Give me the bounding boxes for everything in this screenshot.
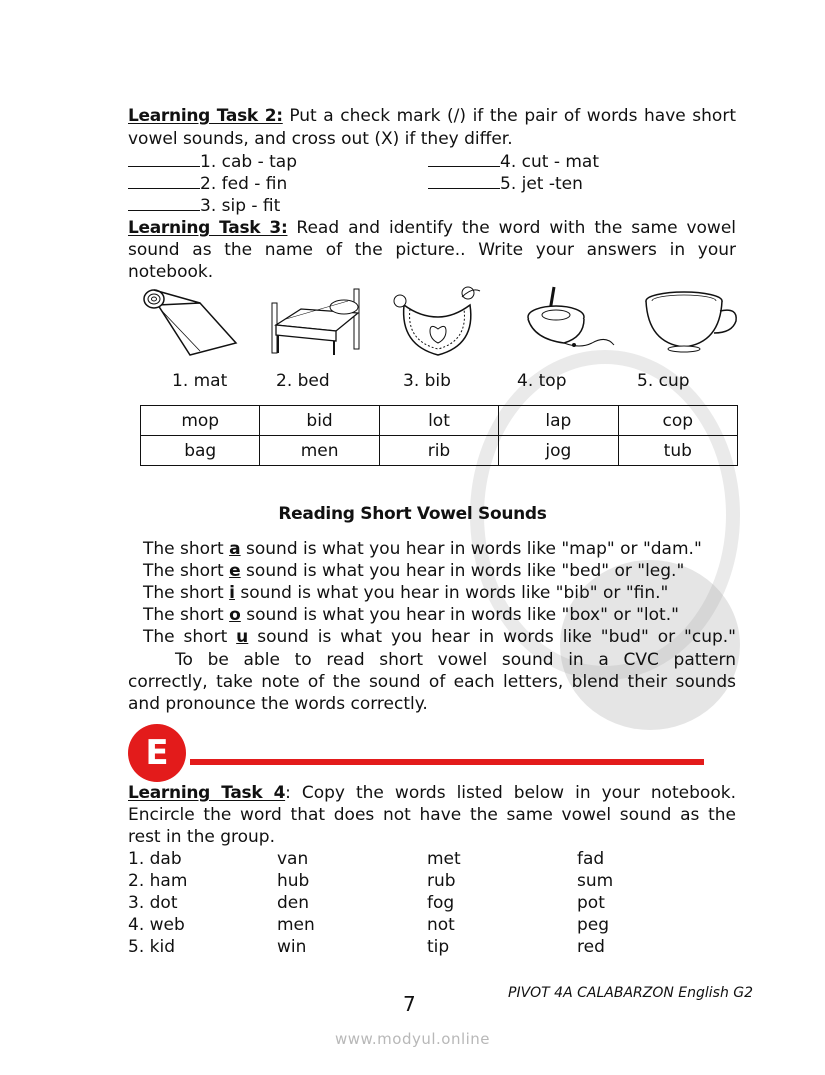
bed-picture — [266, 285, 366, 357]
table-cell: rib — [379, 436, 498, 466]
task4-label: Learning Task 4 — [128, 783, 286, 803]
list-item: fog — [427, 893, 455, 913]
mat-picture — [140, 285, 240, 357]
watermark-text: www.modyul.online — [334, 1030, 491, 1048]
list-item: van — [277, 849, 309, 869]
task2-item-1: 1. cab - tap — [128, 150, 297, 173]
list-item: tip — [427, 937, 450, 957]
table-row — [141, 406, 738, 436]
caption-top: 4. top — [517, 371, 567, 391]
table-cell: bid — [260, 406, 379, 436]
vowel-line-a: The short a sound is what you hear in words like "map" or "dam." — [143, 539, 702, 559]
section-e-rule — [190, 759, 704, 765]
table-cell: jog — [499, 436, 618, 466]
task2-line1 — [128, 105, 736, 127]
list-item: peg — [577, 915, 610, 935]
table-cell: mop — [141, 406, 260, 436]
caption-bed: 2. bed — [276, 371, 330, 391]
table-cell: cop — [618, 406, 737, 436]
answer-blank[interactable] — [128, 172, 200, 189]
task2-label: Learning Task 2: — [128, 106, 283, 126]
top-picture — [520, 285, 618, 357]
caption-mat: 1. mat — [172, 371, 228, 391]
section-heading: Reading Short Vowel Sounds — [278, 504, 547, 524]
table-row — [141, 436, 738, 466]
table-cell: lot — [379, 406, 498, 436]
list-item: 1. dab — [128, 849, 182, 869]
answer-blank[interactable] — [428, 172, 500, 189]
vowel-line-u: The short u sound is what you hear in words like "bud" or "cup." — [143, 627, 736, 647]
task4-line3: rest in the group. — [128, 827, 275, 847]
vowel-line-o: The short o sound is what you hear in words like "box" or "lot." — [143, 605, 679, 625]
list-item: fad — [577, 849, 605, 869]
list-item: not — [427, 915, 455, 935]
task2-item-4: 4. cut - mat — [428, 150, 599, 173]
list-item: 3. dot — [128, 893, 178, 913]
task3-label: Learning Task 3: — [128, 218, 288, 238]
answer-blank[interactable] — [428, 150, 500, 167]
list-item: 5. kid — [128, 937, 175, 957]
answer-blank[interactable] — [128, 150, 200, 167]
task2-line2: vowel sounds, and cross out (X) if they differ. — [128, 129, 513, 149]
list-item: 2. ham — [128, 871, 188, 891]
task3-line2: sound as the name of the picture.. Write your answers in your — [128, 240, 736, 260]
task3-line1 — [128, 217, 736, 239]
task4-line2: Encircle the word that does not have the same vowel sound as the — [128, 805, 736, 825]
cup-picture — [640, 285, 740, 357]
list-item: 4. web — [128, 915, 185, 935]
answer-blank[interactable] — [128, 194, 200, 211]
task2-item-3: 3. sip - fit — [128, 194, 280, 217]
task4-instruction: Copy the words listed below in your notebook. — [301, 783, 736, 803]
task2-item-2: 2. fed - fin — [128, 172, 287, 195]
list-item: pot — [577, 893, 605, 913]
vowel-line-e: The short e sound is what you hear in words like "bed" or "leg." — [143, 561, 685, 581]
list-item: win — [277, 937, 307, 957]
vowel-line-i: The short i sound is what you hear in words like "bib" or "fin." — [143, 583, 669, 603]
caption-cup: 5. cup — [637, 371, 690, 391]
task3-line3: notebook. — [128, 262, 214, 282]
task2-item-5: 5. jet -ten — [428, 172, 583, 195]
task2-instruction: Put a check mark (/) if the pair of words have short — [289, 106, 736, 126]
footer-credit: PIVOT 4A CALABARZON English G2 — [508, 985, 754, 1001]
table-cell: men — [260, 436, 379, 466]
table-cell: lap — [499, 406, 618, 436]
caption-bib: 3. bib — [403, 371, 451, 391]
list-item: den — [277, 893, 310, 913]
paragraph-line2: correctly, take note of the sound of each letters, blend their sounds — [128, 672, 736, 692]
list-item: rub — [427, 871, 456, 891]
section-e-badge: E — [128, 724, 186, 782]
table-cell: bag — [141, 436, 260, 466]
list-item: men — [277, 915, 315, 935]
list-item: met — [427, 849, 461, 869]
paragraph-line3: and pronounce the words correctly. — [128, 694, 428, 714]
bib-picture — [392, 285, 488, 357]
word-table — [140, 405, 738, 466]
page-number: 7 — [403, 992, 416, 1016]
task3-instruction: Read and identify the word with the same vowel — [296, 218, 737, 238]
list-item: sum — [577, 871, 614, 891]
table-cell: tub — [618, 436, 737, 466]
paragraph-line1: To be able to read short vowel sound in a CVC pattern — [175, 650, 736, 670]
task4-line1: Learning Task 4: Copy the words listed below in your notebook. — [128, 783, 736, 803]
list-item: hub — [277, 871, 310, 891]
list-item: red — [577, 937, 605, 957]
